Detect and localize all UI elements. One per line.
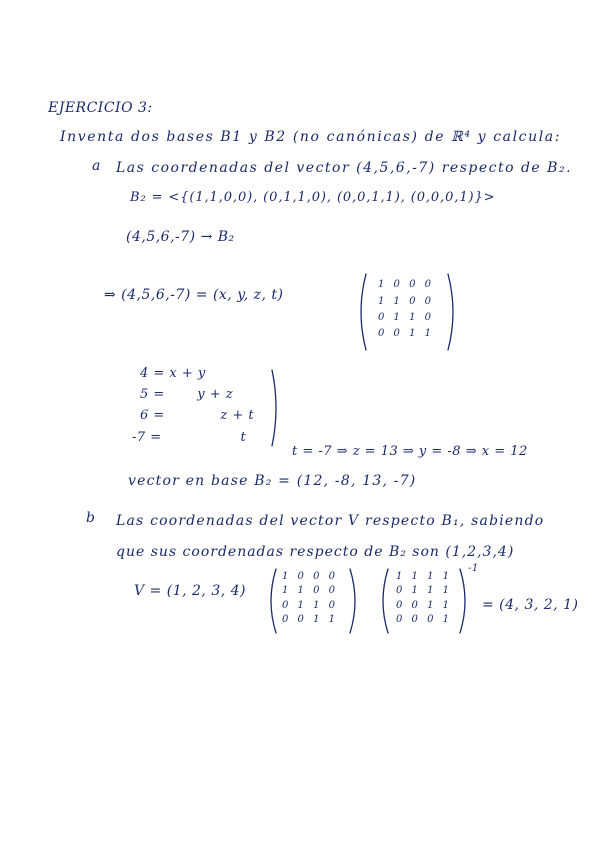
equation-lhs: ⇒ (4,5,6,-7) = (x, y, z, t) <box>104 287 284 303</box>
matrix-b1-row: 1 1 0 0 <box>282 585 338 596</box>
v-definition: V = (1, 2, 3, 4) <box>134 583 246 599</box>
part-b-text-line1: Las coordenadas del vector V respecto B₁, sabiendo <box>116 513 545 529</box>
matrix-a-row: 1 0 0 0 <box>378 279 434 290</box>
system-bracket <box>270 368 282 448</box>
matrix-b2-row: 0 0 1 1 <box>396 600 452 611</box>
matrix-b2-right-paren <box>458 567 470 635</box>
matrix-b2-row: 1 1 1 1 <box>396 571 452 582</box>
matrix-a-row: 0 1 1 0 <box>378 312 434 323</box>
system-line: 5 = y + z <box>140 387 234 402</box>
part-a-text: Las coordenadas del vector (4,5,6,-7) respecto de B₂. <box>116 160 573 176</box>
matrix-a-row: 1 1 0 0 <box>378 296 434 307</box>
matrix-b1-row: 0 1 1 0 <box>282 600 338 611</box>
matrix-b1-row: 1 0 0 0 <box>282 571 338 582</box>
matrix-b2-left-paren <box>378 567 390 635</box>
basis-definition: B₂ = <{(1,1,0,0), (0,1,1,0), (0,0,1,1), (0,0,0,1)}> <box>130 190 496 205</box>
mapping-expression: (4,5,6,-7) → B₂ <box>126 229 235 245</box>
matrix-b1-right-paren <box>348 567 360 635</box>
exercise-statement: Inventa dos bases B1 y B2 (no canónicas) de ℝ⁴ y calcula: <box>60 129 562 145</box>
matrix-b1-row: 0 0 1 1 <box>282 614 338 625</box>
matrix-a-right-paren <box>446 272 458 352</box>
part-b-label: b <box>86 510 96 526</box>
system-line: 6 = z + t <box>140 408 255 423</box>
matrix-a-row: 0 0 1 1 <box>378 328 434 339</box>
inverse-exponent: -1 <box>468 563 479 574</box>
system-line: -7 = t <box>132 430 247 445</box>
matrix-b1-left-paren <box>266 567 278 635</box>
system-solution: t = -7 ⇒ z = 13 ⇒ y = -8 ⇒ x = 12 <box>292 444 528 459</box>
part-a-result: vector en base B₂ = (12, -8, 13, -7) <box>128 473 417 489</box>
system-line: 4 = x + y <box>140 366 206 381</box>
matrix-a-left-paren <box>356 272 368 352</box>
exercise-title: EJERCICIO 3: <box>48 100 153 116</box>
part-b-text-line2: que sus coordenadas respecto de B₂ son (1,2,3,4) <box>116 544 515 560</box>
matrix-b2-row: 0 1 1 1 <box>396 585 452 596</box>
part-b-result: = (4, 3, 2, 1) <box>482 597 579 613</box>
part-a-label: a <box>92 158 101 174</box>
matrix-b2-row: 0 0 0 1 <box>396 614 452 625</box>
